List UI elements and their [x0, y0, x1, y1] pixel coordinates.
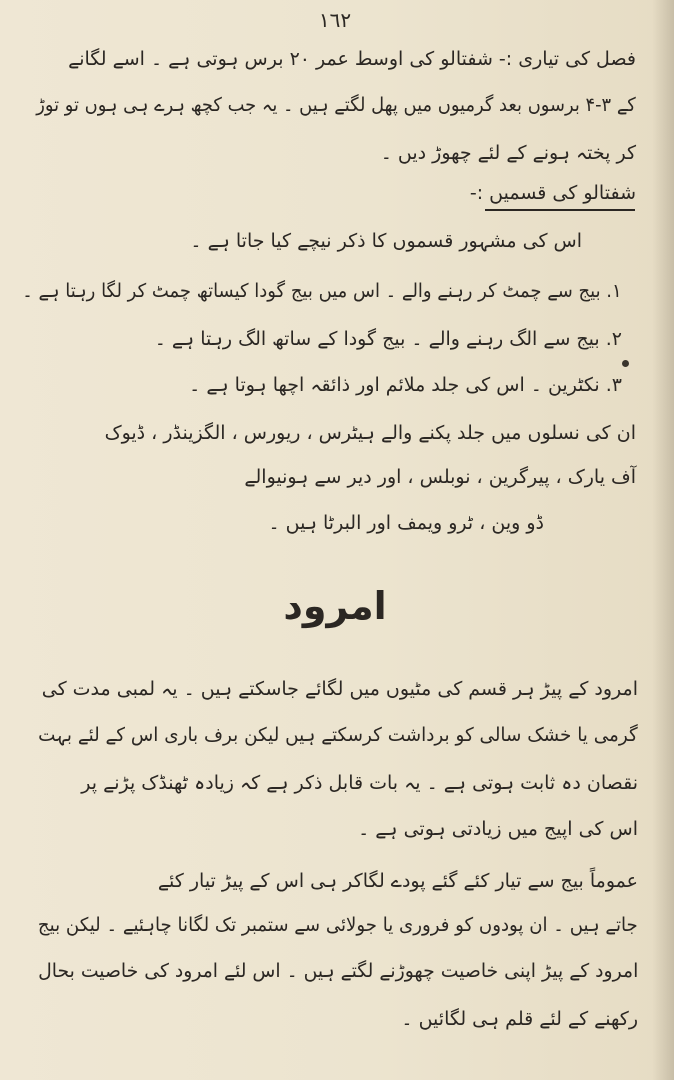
margin-dot — [622, 360, 629, 367]
upper-line-3: کر پختہ ہونے کے لئے چھوڑ دیں ۔ — [380, 142, 636, 164]
lower-line-1: امرود کے پیڑ ہر قسم کی مٹیوں میں لگائے جاسکتے ہیں ۔ یہ لمبی مدت کی — [41, 678, 638, 700]
lower-line-7: امرود کے پیڑ اپنی خاصیت چھوڑنے لگتے ہیں ۔ اس لئے امرود کی خاصیت بحال — [37, 960, 638, 982]
section-heading: امرود — [283, 584, 387, 628]
subheading-underline — [485, 209, 635, 211]
lower-line-4: اس کی اپیج میں زیادتی ہوتی ہے ۔ — [358, 818, 638, 840]
upper-line-11: ڈو وین ، ٹرو ویمف اور البرٹا ہیں ۔ — [268, 512, 544, 534]
upper-line-2: کے ۳-۴ برسوں بعد گرمیوں میں پھل لگتے ہیں ۔ یہ جب کچھ ہرے ہی ہوں تو توڑ — [36, 94, 636, 116]
upper-line-9: ان کی نسلوں میں جلد پکنے والے ہیٹرس ، ریورس ، الگزینڈر ، ڈیوک — [104, 422, 636, 444]
upper-line-5: اس کی مشہور قسموں کا ذکر نیچے کیا جاتا ہے ۔ — [190, 230, 582, 252]
list-item-2: ۲. بیج سے الگ رہنے والے ۔ بیج گودا کے ساتھ الگ رہتا ہے ۔ — [154, 328, 622, 350]
lower-line-2: گرمی یا خشک سالی کو برداشت کرسکتے ہیں لیکن برف باری اس کے لئے بہت — [38, 724, 638, 746]
list-item-1: ۱. بیج سے چمٹ کر رہنے والے ۔ اس میں بیج گودا کیساتھ چمٹ کر لگا رہتا ہے ۔ — [22, 280, 622, 302]
lower-line-3: نقصان دہ ثابت ہوتی ہے ۔ یہ بات قابل ذکر ہے کہ زیادہ ٹھنڈک پڑنے پر — [81, 772, 638, 794]
page-edge-shadow — [652, 0, 674, 1080]
upper-subheading: شفتالو کی قسمیں :- — [469, 182, 636, 204]
lower-line-5: عموماً بیج سے تیار کئے گئے پودے لگاکر ہی اس کے پیڑ تیار کئے — [157, 870, 638, 892]
lower-line-8: رکھنے کے لئے قلم ہی لگائیں ۔ — [401, 1008, 638, 1030]
upper-line-10: آف یارک ، پیرگرین ، نوبلس ، اور دیر سے ہونیوالے — [244, 466, 636, 488]
lower-line-6: جاتے ہیں ۔ ان پودوں کو فروری یا جولائی سے ستمبر تک لگانا چاہئیے ۔ لیکن بیج — [38, 914, 638, 936]
upper-line-1: فصل کی تیاری :- شفتالو کی اوسط عمر ۲۰ برس ہوتی ہے ۔ اسے لگانے — [68, 48, 636, 70]
page-number: ١٦٢ — [318, 8, 352, 32]
list-item-3: ۳. نکٹرین ۔ اس کی جلد ملائم اور ذائقہ اچھا ہوتا ہے ۔ — [189, 374, 622, 396]
